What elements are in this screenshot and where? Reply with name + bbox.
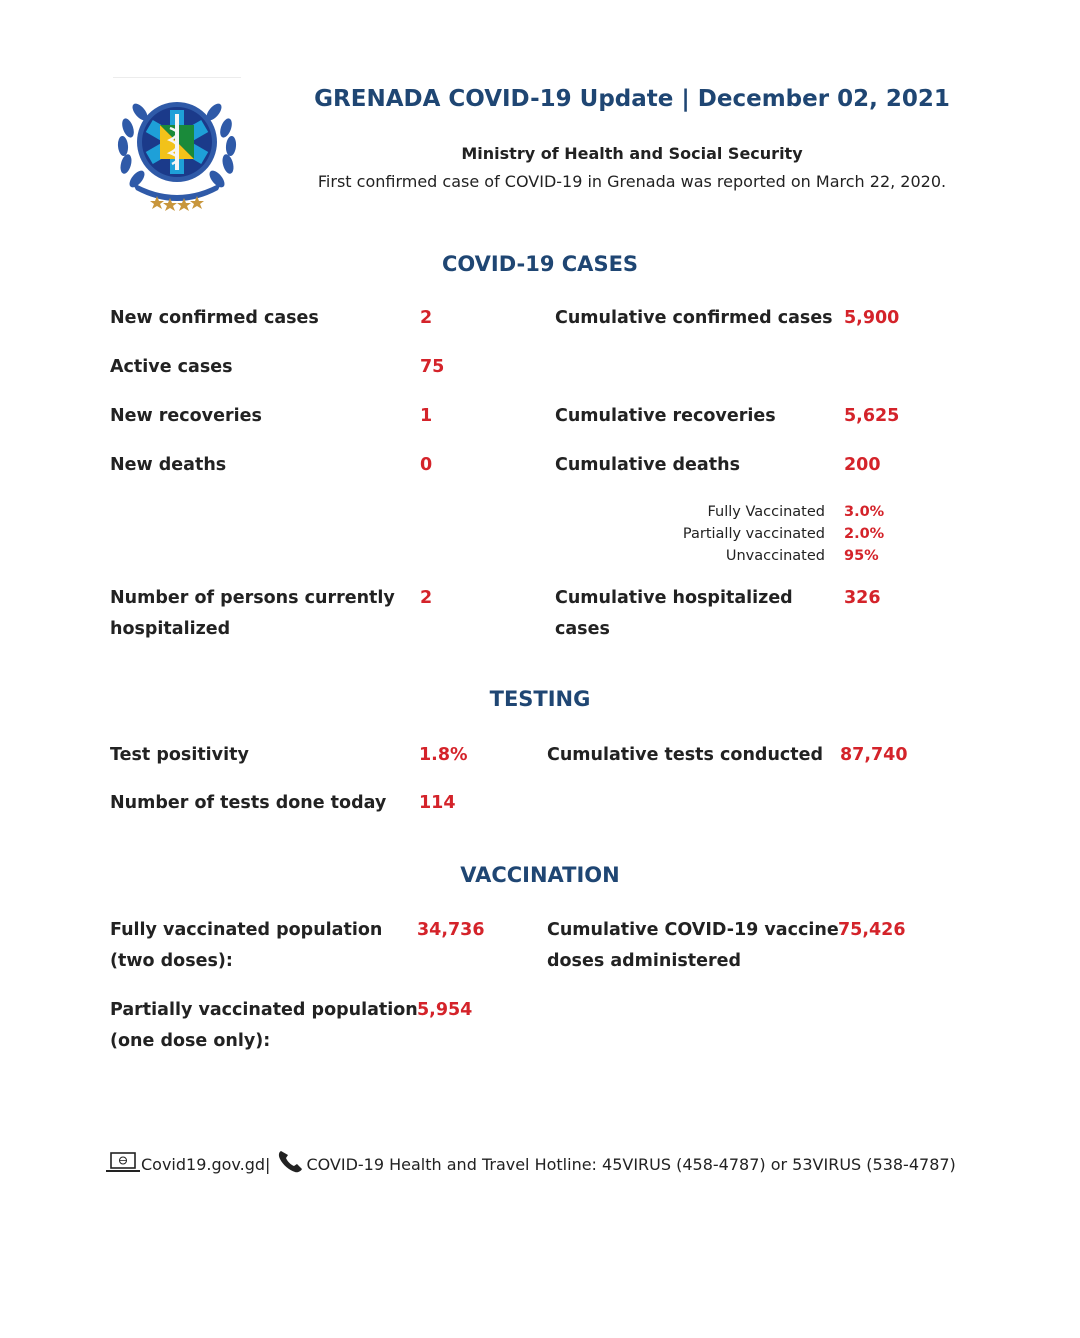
cumulative-tests-value: 87,740 bbox=[840, 745, 908, 765]
active-cases-value: 75 bbox=[420, 357, 445, 377]
cumulative-confirmed-label: Cumulative confirmed cases bbox=[555, 308, 833, 328]
vaccine-doses-value: 75,426 bbox=[838, 920, 906, 940]
hotline-text: COVID-19 Health and Travel Hotline: 45VIRUS (458-4787) or 53VIRUS (538-4787) bbox=[306, 1155, 956, 1174]
vaccine-doses-label-line1: Cumulative COVID-19 vaccine bbox=[547, 920, 839, 940]
fully-vaccinated-label-line2: (two doses): bbox=[110, 951, 233, 971]
tests-today-value: 114 bbox=[419, 793, 456, 813]
new-recoveries-value: 1 bbox=[420, 406, 433, 426]
cumulative-recoveries-value: 5,625 bbox=[844, 406, 900, 426]
cumulative-hospitalized-value: 326 bbox=[844, 588, 881, 608]
cumulative-deaths-label: Cumulative deaths bbox=[555, 455, 740, 475]
deaths-unvaccinated-label: Unvaccinated bbox=[725, 548, 825, 564]
cumulative-tests-label: Cumulative tests conducted bbox=[547, 745, 824, 765]
cumulative-hospitalized-label-line1: Cumulative hospitalized bbox=[555, 588, 793, 608]
cumulative-deaths-value: 200 bbox=[844, 455, 881, 475]
new-recoveries-label: New recoveries bbox=[110, 406, 262, 426]
footer bbox=[106, 1148, 956, 1174]
testing-heading: TESTING bbox=[489, 687, 591, 711]
fully-vaccinated-label-line1: Fully vaccinated population bbox=[110, 920, 383, 940]
partially-vaccinated-label-line2: (one dose only): bbox=[110, 1031, 271, 1051]
test-positivity-label: Test positivity bbox=[110, 745, 249, 765]
deaths-unvaccinated-value: 95% bbox=[844, 548, 879, 564]
first-case-note: First confirmed case of COVID-19 in Grenada was reported on March 22, 2020. bbox=[317, 172, 947, 191]
vaccine-doses-label-line2: doses administered bbox=[547, 951, 742, 971]
page-title: GRENADA COVID-19 Update | December 02, 2021 bbox=[314, 86, 950, 112]
deaths-partially-vaccinated-value: 2.0% bbox=[844, 526, 885, 542]
vaccination-heading: VACCINATION bbox=[460, 863, 620, 887]
new-deaths-value: 0 bbox=[420, 455, 433, 475]
hospitalized-label-line2: hospitalized bbox=[110, 619, 231, 639]
laptop-icon bbox=[106, 1152, 140, 1174]
deaths-partially-vaccinated-label: Partially vaccinated bbox=[682, 526, 825, 542]
deaths-fully-vaccinated-value: 3.0% bbox=[844, 504, 885, 520]
cases-heading: COVID-19 CASES bbox=[441, 252, 639, 276]
active-cases-label: Active cases bbox=[110, 357, 233, 377]
ministry-logo bbox=[110, 78, 244, 212]
tests-today-label: Number of tests done today bbox=[110, 793, 387, 813]
fully-vaccinated-value: 34,736 bbox=[417, 920, 485, 940]
hospitalized-label-line1: Number of persons currently bbox=[110, 588, 395, 608]
new-confirmed-value: 2 bbox=[420, 308, 433, 328]
partially-vaccinated-label-line1: Partially vaccinated population bbox=[110, 1000, 418, 1020]
cumulative-confirmed-value: 5,900 bbox=[844, 308, 900, 328]
test-positivity-value: 1.8% bbox=[419, 745, 468, 765]
hospitalized-value: 2 bbox=[420, 588, 433, 608]
cumulative-recoveries-label: Cumulative recoveries bbox=[555, 406, 776, 426]
new-deaths-label: New deaths bbox=[110, 455, 227, 475]
website-link[interactable]: Covid19.gov.gd| bbox=[141, 1155, 271, 1174]
new-confirmed-label: New confirmed cases bbox=[110, 308, 319, 328]
cumulative-hospitalized-label-line2: cases bbox=[555, 619, 610, 639]
phone-icon bbox=[276, 1148, 306, 1174]
ministry-emblem-icon bbox=[110, 78, 244, 212]
deaths-fully-vaccinated-label: Fully Vaccinated bbox=[707, 504, 825, 520]
partially-vaccinated-value: 5,954 bbox=[417, 1000, 473, 1020]
ministry-name: Ministry of Health and Social Security bbox=[461, 144, 803, 163]
